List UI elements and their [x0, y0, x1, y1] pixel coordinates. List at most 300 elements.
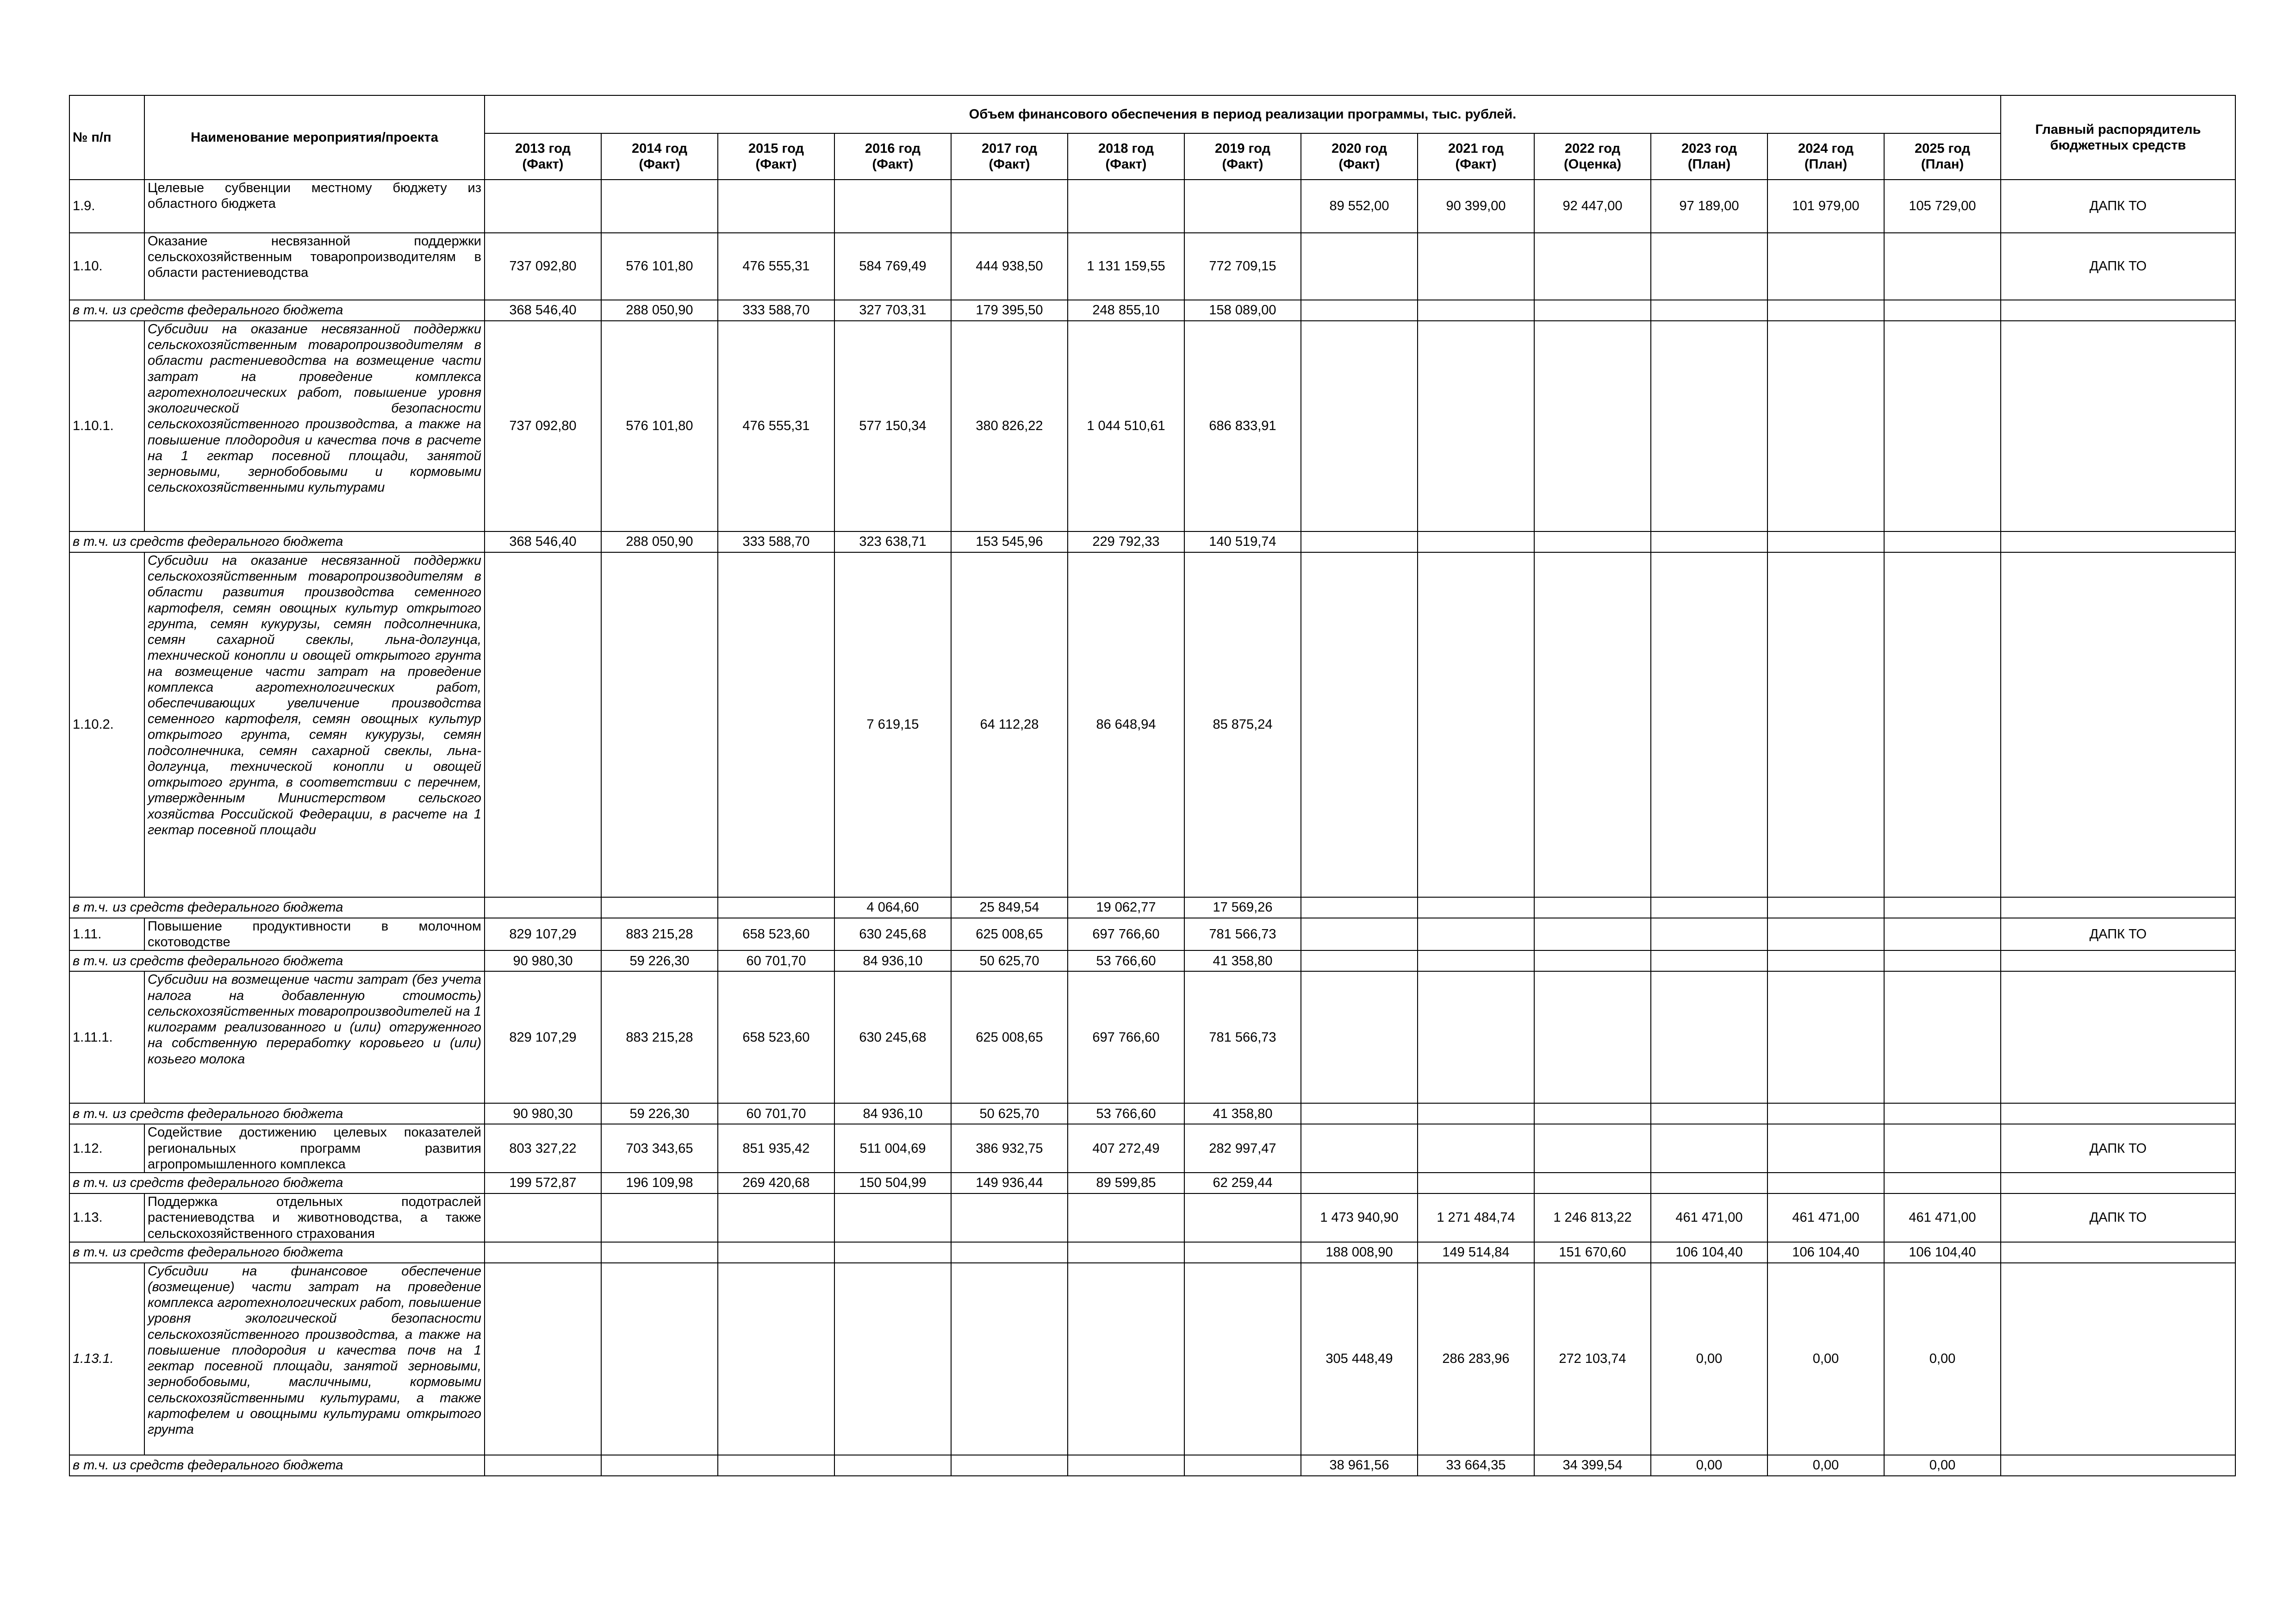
amount-cell [951, 1455, 1068, 1476]
owner-cell [2001, 950, 2235, 971]
amount-cell [1301, 1103, 1418, 1124]
amount-cell: 658 523,60 [718, 971, 834, 1103]
amount-cell: 84 936,10 [834, 1103, 951, 1124]
amount-cell: 4 064,60 [834, 897, 951, 918]
amount-cell: 630 245,68 [834, 971, 951, 1103]
header-year-kind: (Факт) [989, 157, 1030, 172]
amount-cell: 101 979,00 [1767, 180, 1884, 233]
owner-cell [2001, 300, 2235, 321]
federal-budget-label: в т.ч. из средств федерального бюджета [69, 300, 485, 321]
amount-cell [1534, 971, 1651, 1103]
amount-cell: 38 961,56 [1301, 1455, 1418, 1476]
amount-cell: 305 448,49 [1301, 1263, 1418, 1455]
header-year-label: 2013 год [515, 141, 571, 156]
amount-cell: 62 259,44 [1184, 1173, 1301, 1193]
header-year [1068, 133, 1184, 180]
amount-cell: 368 546,40 [485, 531, 601, 552]
amount-cell: 1 131 159,55 [1068, 233, 1184, 300]
amount-cell [1534, 300, 1651, 321]
amount-cell: 64 112,28 [951, 552, 1068, 897]
amount-cell [1767, 971, 1884, 1103]
amount-cell [485, 1193, 601, 1242]
amount-cell [485, 180, 601, 233]
amount-cell [834, 180, 951, 233]
header-year-label: 2016 год [865, 141, 921, 156]
header-year-label: 2025 год [1914, 141, 1970, 156]
amount-cell [1418, 897, 1534, 918]
amount-cell: 703 343,65 [601, 1124, 718, 1173]
amount-cell: 883 215,28 [601, 971, 718, 1103]
amount-cell [1767, 950, 1884, 971]
amount-cell [1301, 300, 1418, 321]
amount-cell: 25 849,54 [951, 897, 1068, 918]
amount-cell [1884, 1173, 2001, 1193]
amount-cell [1651, 918, 1767, 950]
amount-cell [1418, 552, 1534, 897]
amount-cell: 737 092,80 [485, 233, 601, 300]
header-year-kind: (Факт) [1455, 157, 1497, 172]
header-number: № п/п [69, 95, 144, 180]
header-year-kind: (План) [1921, 157, 1964, 172]
amount-cell: 41 358,80 [1184, 950, 1301, 971]
amount-cell: 90 980,30 [485, 950, 601, 971]
amount-cell [834, 1455, 951, 1476]
amount-cell: 269 420,68 [718, 1173, 834, 1193]
amount-cell [1884, 1124, 2001, 1173]
amount-cell [718, 1455, 834, 1476]
header-year-kind: (Факт) [755, 157, 797, 172]
amount-cell: 34 399,54 [1534, 1455, 1651, 1476]
amount-cell: 149 514,84 [1418, 1242, 1534, 1263]
amount-cell [1651, 552, 1767, 897]
amount-cell: 89 599,85 [1068, 1173, 1184, 1193]
amount-cell [1767, 233, 1884, 300]
federal-budget-row [69, 1173, 2235, 1193]
amount-cell: 625 008,65 [951, 918, 1068, 950]
amount-cell [485, 1242, 601, 1263]
header-name: Наименование мероприятия/проекта [144, 95, 485, 180]
amount-cell [601, 1193, 718, 1242]
row-name: Оказание несвязанной поддержки сельскохозяйственным товаропроизводителям в области растениеводства [144, 233, 485, 300]
amount-cell: 0,00 [1884, 1263, 2001, 1455]
header-year-label: 2015 год [748, 141, 804, 156]
amount-cell: 84 936,10 [834, 950, 951, 971]
amount-cell [1534, 531, 1651, 552]
amount-cell [1418, 300, 1534, 321]
amount-cell: 0,00 [1767, 1263, 1884, 1455]
header-year-kind: (Факт) [639, 157, 680, 172]
amount-cell [1884, 1103, 2001, 1124]
amount-cell: 90 980,30 [485, 1103, 601, 1124]
amount-cell [951, 180, 1068, 233]
amount-cell: 272 103,74 [1534, 1263, 1651, 1455]
amount-cell [1534, 918, 1651, 950]
owner-cell [2001, 971, 2235, 1103]
amount-cell [1301, 233, 1418, 300]
amount-cell: 380 826,22 [951, 321, 1068, 531]
amount-cell: 803 327,22 [485, 1124, 601, 1173]
amount-cell [951, 1193, 1068, 1242]
row-name: Содействие достижению целевых показателей региональных программ развития агропромышленного комплекса [144, 1124, 485, 1173]
amount-cell [1068, 1242, 1184, 1263]
row-name: Субсидии на оказание несвязанной поддержки сельскохозяйственным товаропроизводителям в области развития производства семенного картофеля, семян овощных культур открытого грунта, семян кукурузы, семян подсолнечника, семян сахарной свеклы, льна-долгунца, технической конопли и овощей открытого грунта на возмещение части затрат на проведение комплекса агротехнологических работ, обеспечивающих увеличение производства семенного картофеля, семян овощных культур открытого грунта, семян кукурузы, семян подсолнечника, семян сахарной свеклы, льна-долгунца, технической конопли и овощей открытого грунта, в соответствии с перечнем, утвержденным Министерством сельского хозяйства Российской Федерации, в расчете на 1 гектар посевной площади [144, 552, 485, 897]
amount-cell [1534, 1173, 1651, 1193]
federal-budget-label: в т.ч. из средств федерального бюджета [69, 1173, 485, 1193]
amount-cell [1884, 950, 2001, 971]
federal-budget-row [69, 1455, 2235, 1476]
amount-cell [1301, 531, 1418, 552]
amount-cell: 1 246 813,22 [1534, 1193, 1651, 1242]
amount-cell [1651, 233, 1767, 300]
amount-cell: 59 226,30 [601, 1103, 718, 1124]
header-year-label: 2019 год [1214, 141, 1270, 156]
amount-cell [1534, 897, 1651, 918]
amount-cell: 188 008,90 [1301, 1242, 1418, 1263]
amount-cell [1651, 300, 1767, 321]
amount-cell: 149 936,44 [951, 1173, 1068, 1193]
amount-cell: 151 670,60 [1534, 1242, 1651, 1263]
owner-cell [2001, 1455, 2235, 1476]
row-number: 1.13. [69, 1193, 144, 1242]
amount-cell: 851 935,42 [718, 1124, 834, 1173]
amount-cell [1767, 918, 1884, 950]
amount-cell [718, 1242, 834, 1263]
row-number: 1.9. [69, 180, 144, 233]
amount-cell: 386 932,75 [951, 1124, 1068, 1173]
amount-cell: 158 089,00 [1184, 300, 1301, 321]
amount-cell [951, 1242, 1068, 1263]
amount-cell: 476 555,31 [718, 321, 834, 531]
amount-cell [601, 1263, 718, 1455]
amount-cell [1534, 321, 1651, 531]
header-year-kind: (Факт) [1105, 157, 1147, 172]
federal-budget-row [69, 300, 2235, 321]
amount-cell: 50 625,70 [951, 950, 1068, 971]
amount-cell: 92 447,00 [1534, 180, 1651, 233]
row-number: 1.12. [69, 1124, 144, 1173]
header-year-kind: (Факт) [872, 157, 914, 172]
amount-cell [1767, 531, 1884, 552]
amount-cell [1884, 233, 2001, 300]
amount-cell [1301, 1173, 1418, 1193]
amount-cell: 97 189,00 [1651, 180, 1767, 233]
row-name: Субсидии на возмещение части затрат (без учета налога на добавленную стоимость) сельскохозяйственных товаропроизводителей на 1 килограмм реализованного и (или) отгруженного на собственную переработку коровьего и (или) козьего молока [144, 971, 485, 1103]
header-year-label: 2024 год [1798, 141, 1854, 156]
financing-table [69, 95, 2236, 1476]
amount-cell: 686 833,91 [1184, 321, 1301, 531]
amount-cell: 0,00 [1767, 1455, 1884, 1476]
header-year-kind: (Факт) [1222, 157, 1263, 172]
header-year-kind: (План) [1687, 157, 1731, 172]
amount-cell [718, 1263, 834, 1455]
amount-cell [1651, 321, 1767, 531]
amount-cell [1301, 918, 1418, 950]
amount-cell [1301, 1124, 1418, 1173]
amount-cell: 1 473 940,90 [1301, 1193, 1418, 1242]
amount-cell: 461 471,00 [1767, 1193, 1884, 1242]
header-year-label: 2018 год [1098, 141, 1154, 156]
amount-cell [601, 897, 718, 918]
amount-cell: 781 566,73 [1184, 971, 1301, 1103]
header-year-label: 2021 год [1448, 141, 1504, 156]
amount-cell: 7 619,15 [834, 552, 951, 897]
amount-cell [1418, 1173, 1534, 1193]
amount-cell: 772 709,15 [1184, 233, 1301, 300]
owner-cell [2001, 1173, 2235, 1193]
amount-cell [718, 552, 834, 897]
amount-cell [1418, 918, 1534, 950]
amount-cell: 41 358,80 [1184, 1103, 1301, 1124]
amount-cell [1418, 950, 1534, 971]
header-year [485, 133, 601, 180]
federal-budget-row [69, 1242, 2235, 1263]
header-year [1301, 133, 1418, 180]
header-row-1 [69, 95, 2235, 133]
header-owner: Главный распорядитель бюджетных средств [2001, 95, 2235, 180]
amount-cell [485, 897, 601, 918]
amount-cell: 0,00 [1884, 1455, 2001, 1476]
amount-cell [1184, 1242, 1301, 1263]
amount-cell: 658 523,60 [718, 918, 834, 950]
owner-cell: ДАПК ТО [2001, 1124, 2235, 1173]
amount-cell [1418, 1124, 1534, 1173]
amount-cell: 576 101,80 [601, 321, 718, 531]
federal-budget-row [69, 950, 2235, 971]
owner-cell [2001, 897, 2235, 918]
row-name: Целевые субвенции местному бюджету из областного бюджета [144, 180, 485, 233]
amount-cell [485, 1455, 601, 1476]
amount-cell: 737 092,80 [485, 321, 601, 531]
amount-cell: 106 104,40 [1767, 1242, 1884, 1263]
amount-cell: 33 664,35 [1418, 1455, 1534, 1476]
amount-cell: 140 519,74 [1184, 531, 1301, 552]
amount-cell: 229 792,33 [1068, 531, 1184, 552]
owner-cell: ДАПК ТО [2001, 918, 2235, 950]
header-volume: Объем финансового обеспечения в период реализации программы, тыс. рублей. [485, 95, 2001, 133]
owner-cell [2001, 321, 2235, 531]
table-row [69, 1263, 2235, 1455]
amount-cell: 89 552,00 [1301, 180, 1418, 233]
amount-cell: 0,00 [1651, 1263, 1767, 1455]
amount-cell [1884, 897, 2001, 918]
amount-cell: 90 399,00 [1418, 180, 1534, 233]
owner-cell: ДАПК ТО [2001, 180, 2235, 233]
amount-cell [718, 1193, 834, 1242]
header-year-label: 2020 год [1331, 141, 1387, 156]
amount-cell [1534, 233, 1651, 300]
table-row [69, 1124, 2235, 1173]
row-number: 1.11.1. [69, 971, 144, 1103]
amount-cell: 576 101,80 [601, 233, 718, 300]
amount-cell [485, 1263, 601, 1455]
header-year-label: 2023 год [1681, 141, 1737, 156]
amount-cell [1184, 180, 1301, 233]
amount-cell [1534, 552, 1651, 897]
amount-cell: 697 766,60 [1068, 971, 1184, 1103]
table-row [69, 233, 2235, 300]
header-year-label: 2017 год [981, 141, 1037, 156]
amount-cell [1651, 950, 1767, 971]
amount-cell [1418, 321, 1534, 531]
header-year-label: 2022 год [1564, 141, 1620, 156]
header-year [1418, 133, 1534, 180]
table-body [69, 180, 2235, 1476]
amount-cell [1418, 233, 1534, 300]
amount-cell: 584 769,49 [834, 233, 951, 300]
amount-cell [1767, 1103, 1884, 1124]
amount-cell: 282 997,47 [1184, 1124, 1301, 1173]
amount-cell [1534, 1103, 1651, 1124]
amount-cell: 53 766,60 [1068, 1103, 1184, 1124]
header-year [718, 133, 834, 180]
owner-cell [2001, 1103, 2235, 1124]
row-number: 1.11. [69, 918, 144, 950]
amount-cell [1184, 1263, 1301, 1455]
amount-cell [1651, 971, 1767, 1103]
amount-cell [1301, 321, 1418, 531]
owner-cell: ДАПК ТО [2001, 1193, 2235, 1242]
amount-cell: 511 004,69 [834, 1124, 951, 1173]
row-name: Субсидии на финансовое обеспечение (возмещение) части затрат на проведение комплекса агротехнологических работ, повышение уровня экологической безопасности сельскохозяйственного производства, а также на повышение плодородия и качества почв на 1 гектар посевной площади, занятой зерновыми, зернобобовыми, масличными, кормовыми сельскохозяйственными культурами, а также картофелем и овощными культурами открытого грунта [144, 1263, 485, 1455]
amount-cell [1884, 300, 2001, 321]
federal-budget-label: в т.ч. из средств федерального бюджета [69, 1242, 485, 1263]
federal-budget-label: в т.ч. из средств федерального бюджета [69, 1455, 485, 1476]
amount-cell [1418, 531, 1534, 552]
federal-budget-row [69, 531, 2235, 552]
amount-cell [1301, 950, 1418, 971]
amount-cell: 286 283,96 [1418, 1263, 1534, 1455]
amount-cell: 59 226,30 [601, 950, 718, 971]
amount-cell [1534, 950, 1651, 971]
amount-cell [1884, 918, 2001, 950]
amount-cell: 0,00 [1651, 1455, 1767, 1476]
amount-cell [1884, 971, 2001, 1103]
amount-cell [1068, 1263, 1184, 1455]
amount-cell [485, 552, 601, 897]
amount-cell [1651, 1103, 1767, 1124]
row-name: Поддержка отдельных подотраслей растениеводства и животноводства, а также сельскохозяйственного страхования [144, 1193, 485, 1242]
amount-cell [1068, 1455, 1184, 1476]
amount-cell [834, 1242, 951, 1263]
amount-cell: 1 271 484,74 [1418, 1193, 1534, 1242]
amount-cell [1184, 1193, 1301, 1242]
amount-cell: 883 215,28 [601, 918, 718, 950]
table-row [69, 180, 2235, 233]
amount-cell: 697 766,60 [1068, 918, 1184, 950]
amount-cell [1418, 1103, 1534, 1124]
owner-cell [2001, 1263, 2235, 1455]
amount-cell [1184, 1455, 1301, 1476]
amount-cell [1418, 971, 1534, 1103]
amount-cell: 333 588,70 [718, 300, 834, 321]
amount-cell: 86 648,94 [1068, 552, 1184, 897]
amount-cell [1767, 1173, 1884, 1193]
header-year [951, 133, 1068, 180]
table-row [69, 971, 2235, 1103]
amount-cell: 323 638,71 [834, 531, 951, 552]
row-name: Субсидии на оказание несвязанной поддержки сельскохозяйственным товаропроизводителям в области растениеводства на возмещение части затрат на проведение комплекса агротехнологических работ, повышение уровня экологической безопасности сельскохозяйственного производства, а также на повышение плодородия и качества почв в расчете на 1 гектар посевной площади, занятой зерновыми, зернобобовыми и кормовыми сельскохозяйственными культурами [144, 321, 485, 531]
header-year-kind: (Оценка) [1564, 157, 1621, 172]
header-year-kind: (Факт) [522, 157, 564, 172]
amount-cell [718, 897, 834, 918]
owner-cell: ДАПК ТО [2001, 233, 2235, 300]
amount-cell: 333 588,70 [718, 531, 834, 552]
owner-cell [2001, 552, 2235, 897]
amount-cell [601, 180, 718, 233]
amount-cell: 368 546,40 [485, 300, 601, 321]
amount-cell [1884, 552, 2001, 897]
amount-cell: 461 471,00 [1884, 1193, 2001, 1242]
amount-cell: 444 938,50 [951, 233, 1068, 300]
row-name: Повышение продуктивности в молочном скотоводстве [144, 918, 485, 950]
owner-cell [2001, 1242, 2235, 1263]
federal-budget-row [69, 1103, 2235, 1124]
amount-cell: 199 572,87 [485, 1173, 601, 1193]
header-year-label: 2014 год [631, 141, 687, 156]
header-year [1651, 133, 1767, 180]
amount-cell [601, 1242, 718, 1263]
amount-cell: 150 504,99 [834, 1173, 951, 1193]
amount-cell: 19 062,77 [1068, 897, 1184, 918]
amount-cell [1534, 1124, 1651, 1173]
amount-cell: 407 272,49 [1068, 1124, 1184, 1173]
amount-cell [601, 1455, 718, 1476]
amount-cell: 53 766,60 [1068, 950, 1184, 971]
amount-cell: 106 104,40 [1651, 1242, 1767, 1263]
table-row [69, 321, 2235, 531]
header-year [1884, 133, 2001, 180]
amount-cell [718, 180, 834, 233]
amount-cell: 288 050,90 [601, 531, 718, 552]
amount-cell: 577 150,34 [834, 321, 951, 531]
amount-cell [1068, 1193, 1184, 1242]
amount-cell [1884, 321, 2001, 531]
row-number: 1.10.1. [69, 321, 144, 531]
amount-cell: 179 395,50 [951, 300, 1068, 321]
amount-cell [1884, 531, 2001, 552]
amount-cell [1767, 552, 1884, 897]
amount-cell [834, 1193, 951, 1242]
amount-cell: 60 701,70 [718, 950, 834, 971]
amount-cell [1068, 180, 1184, 233]
amount-cell: 829 107,29 [485, 971, 601, 1103]
row-number: 1.10.2. [69, 552, 144, 897]
amount-cell [1301, 897, 1418, 918]
amount-cell: 106 104,40 [1884, 1242, 2001, 1263]
federal-budget-row [69, 897, 2235, 918]
amount-cell: 625 008,65 [951, 971, 1068, 1103]
federal-budget-label: в т.ч. из средств федерального бюджета [69, 897, 485, 918]
amount-cell: 327 703,31 [834, 300, 951, 321]
amount-cell: 50 625,70 [951, 1103, 1068, 1124]
amount-cell: 17 569,26 [1184, 897, 1301, 918]
amount-cell [1651, 531, 1767, 552]
table-row [69, 918, 2235, 950]
header-year [1767, 133, 1884, 180]
federal-budget-label: в т.ч. из средств федерального бюджета [69, 1103, 485, 1124]
amount-cell [1651, 1173, 1767, 1193]
amount-cell: 60 701,70 [718, 1103, 834, 1124]
amount-cell [1767, 300, 1884, 321]
amount-cell [834, 1263, 951, 1455]
amount-cell: 85 875,24 [1184, 552, 1301, 897]
amount-cell: 476 555,31 [718, 233, 834, 300]
row-number: 1.13.1. [69, 1263, 144, 1455]
amount-cell [951, 1263, 1068, 1455]
amount-cell [1301, 552, 1418, 897]
amount-cell [1301, 971, 1418, 1103]
amount-cell: 781 566,73 [1184, 918, 1301, 950]
